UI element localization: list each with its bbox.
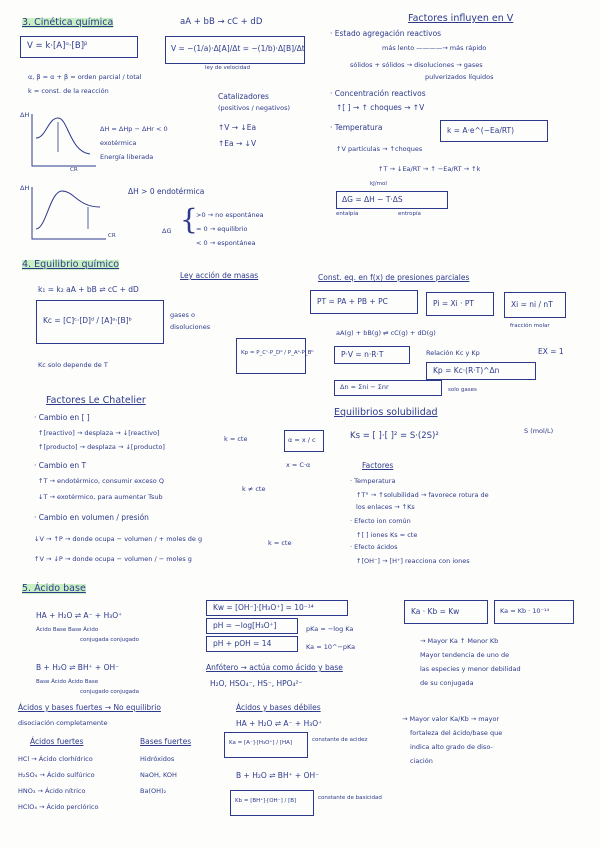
endothermic-diagram <box>28 185 108 243</box>
ka-box <box>224 732 308 758</box>
kp-expression: Kp = P_Cᶜ·P_Dᵈ / P_Aᵃ·P_Bᵇ <box>241 350 314 356</box>
strong-acid-item: HCl → Ácido clorhídrico <box>18 755 93 763</box>
section-3-title: 3. Cinética química <box>22 17 114 28</box>
solubility-common-ion-effect: ↑[ ] iones Ks = cte <box>356 531 418 539</box>
strong-bases-head: Bases fuertes <box>140 737 192 746</box>
factor-concentration: · Concentración reactivos <box>330 89 426 98</box>
ka-kb-2-box <box>494 600 574 624</box>
factor-temperature-chain: ↑T → ↓Ea/RT → ↑ −Ea/RT → ↑k <box>378 165 481 173</box>
solubility-acids-effect: ↑[OH⁻] → [H⁺] reacciona con iones <box>356 557 470 565</box>
rate-law-box <box>20 36 138 58</box>
enthalpy-label: entalpía <box>336 211 359 217</box>
strong-acid-item: HClO₄ → Ácido perclórico <box>18 803 99 811</box>
base-equation-labels-2: conjugado conjugada <box>80 689 139 695</box>
chatelier-product: ↑[producto] → desplaza → ↓[producto] <box>38 443 165 451</box>
kb-box <box>230 790 314 816</box>
chatelier-temp-down: ↓T → exotérmico, para aumentar Tsub <box>38 493 163 501</box>
factor-aggregation: · Estado agregación reactivos <box>330 29 442 38</box>
alpha-box <box>284 430 324 452</box>
chatelier-volume: · Cambio en volumen / presión <box>34 513 149 522</box>
ideal-gas-box <box>334 346 410 364</box>
molar-fraction-note: fracción molar <box>510 323 550 329</box>
factors-title: Factores influyen en V <box>408 13 514 24</box>
acid-equation-labels: Ácido Base Base Ácido <box>36 627 99 633</box>
kc-box <box>36 300 164 344</box>
stronger-note-3: las especies y menor debilidad <box>420 665 521 673</box>
strong-acids-bases-title: Ácidos y bases fuertes → No equilibrio <box>18 703 161 712</box>
equilibrium-reaction: k₁ = k₂ aA + bB ⇌ cC + dD <box>38 285 139 294</box>
exo-cr-label: CR <box>70 167 78 173</box>
ka-kb-equation: Ka · Kb = Kw <box>411 607 460 616</box>
endo-cr-label: CR <box>108 233 116 239</box>
solubility-common-ion: · Efecto ion común <box>350 517 411 525</box>
gas-reaction: aA(g) + bB(g) ⇌ cC(g) + dD(g) <box>336 329 436 337</box>
base-equation: B + H₂O ⇌ BH⁺ + OH⁻ <box>36 663 120 672</box>
molar-fraction: Xi = ni / nT <box>511 300 553 309</box>
strong-base-item: NaOH, KOH <box>140 771 177 779</box>
partial-pressure-title: Const. eq. en f(x) de presiones parciales <box>318 273 470 282</box>
catalysts-title: Catalizadores <box>218 92 269 101</box>
ka-power: Ka = 10^−pKa <box>306 643 356 651</box>
rate-definition-box <box>165 36 305 64</box>
catalysts-down: ↑Ea → ↓V <box>218 139 257 148</box>
ka-expression: Ka = [A⁻]·[H₃O⁺] / [HA] <box>229 740 293 746</box>
solubility-product: Ks = [ ]·[ ]² = S·(2S)² <box>350 431 439 441</box>
chatelier-concentration: · Cambio en [ ] <box>34 413 90 422</box>
stronger-note-2: Mayor tendencia de uno de <box>420 651 510 659</box>
chatelier-title: Factores Le Chatelier <box>46 395 146 406</box>
gibbs-negative: < 0 → espontánea <box>196 239 256 247</box>
weak-note-4: ciación <box>410 757 433 765</box>
kp-kc-equation: Kp = Kc·(R·T)^Δn <box>433 366 500 375</box>
strong-acid-item: H₂SO₄ → Ácido sulfúrico <box>18 771 95 779</box>
solubility-title: Equilibrios solubilidad <box>334 407 438 418</box>
exo-axis-label: ΔH <box>20 111 30 119</box>
stronger-note-4: de su conjugada <box>420 679 474 687</box>
weak-acid-equation: HA + H₂O ⇌ A⁻ + H₃O⁺ <box>236 719 323 728</box>
ka-note: constante de acidez <box>312 737 368 743</box>
rate-law-note: ley de velocidad <box>205 65 250 71</box>
factor-aggregation-sub: pulverizados líquidos <box>425 73 494 81</box>
amphoteric: Anfótero → actúa como ácido y base <box>206 663 343 672</box>
solubility-temp-effect: ↑T° → ↑solubilidad → favorece rotura de <box>356 491 489 499</box>
chatelier-volume-up: ↑V → ↓P → donde ocupa − volumen / − moles g <box>34 555 192 563</box>
chatelier-k-constant-2: k = cte <box>268 539 292 547</box>
chatelier-volume-down: ↓V → ↑P → donde ocupa − volumen / + moles de g <box>34 535 203 543</box>
exo-equation: ΔH = ΔHp − ΔHr < 0 <box>100 125 168 133</box>
factor-aggregation-order: sólidos + sólidos → disoluciones → gases <box>350 61 483 69</box>
catalysts-up: ↑V → ↓Ea <box>218 123 257 132</box>
ex-value: EX = 1 <box>538 347 564 356</box>
gibbs-positive: >0 → no espontánea <box>196 211 264 219</box>
solubility-acids: · Efecto ácidos <box>350 543 398 551</box>
ideal-gas-law: P·V = n·R·T <box>341 350 384 359</box>
strong-base-item: Hidróxidos <box>140 755 175 763</box>
ka-kb-box <box>404 600 488 624</box>
section-5-title: 5. Ácido base <box>22 583 86 594</box>
delta-n-note: solo gases <box>448 387 477 393</box>
total-pressure: PT = PA + PB + PC <box>317 297 388 306</box>
weak-acids-bases-title: Ácidos y bases débiles <box>236 703 321 712</box>
solubility-unit: S (mol/L) <box>524 427 554 435</box>
kb-expression: Kb = [BH⁺]·[OH⁻] / [B] <box>235 798 297 804</box>
acid-equation-labels-2: conjugada conjugado <box>80 637 139 643</box>
factor-temperature: · Temperatura <box>330 123 383 132</box>
kp-box <box>236 338 314 374</box>
exo-word: exotérmica <box>100 139 137 147</box>
reaction-equation: aA + bB → cC + dD <box>180 17 263 27</box>
strong-acid-item: HNO₃ → Ácido nítrico <box>18 787 86 795</box>
weak-note-1: → Mayor valor Ka/Kb → mayor <box>402 715 500 723</box>
arrhenius-box <box>440 120 548 142</box>
endo-axis-label: ΔH <box>20 184 30 192</box>
chatelier-k-variable: k ≠ cte <box>242 485 266 493</box>
exo-note: Energía liberada <box>100 153 154 161</box>
strong-base-item: Ba(OH)₂ <box>140 787 167 795</box>
gibbs-prefix: ΔG <box>162 227 172 235</box>
x-equation: x = C·α <box>286 461 311 469</box>
solubility-temp: · Temperatura <box>350 477 396 485</box>
chatelier-temp-up: ↑T → endotérmico, consumir exceso Q <box>38 477 164 485</box>
mass-action-law: Ley acción de masas <box>180 271 259 280</box>
arrhenius-equation: k = A·e^(−Ea/RT) <box>447 126 515 135</box>
acid-equation: HA + H₂O ⇌ A⁻ + H₃O⁺ <box>36 611 123 620</box>
chatelier-k-constant-1: k = cte <box>224 435 248 443</box>
strong-acids-head: Ácidos fuertes <box>30 737 84 746</box>
order-note: α, β = α + β = orden parcial / total <box>28 73 142 81</box>
k-note: k = const. de la reacción <box>28 87 109 95</box>
kc-expression: Kc = [C]ᶜ·[D]ᵈ / [A]ᵃ·[B]ᵇ <box>43 316 132 325</box>
kc-note-solutions: disoluciones <box>170 323 211 331</box>
kc-note-gases: gases o <box>170 311 195 319</box>
factor-temperature-effect: ↑V partículas → ↑choques <box>336 145 423 153</box>
gibbs-equation: ΔG = ΔH − T·ΔS <box>342 195 403 204</box>
factor-aggregation-scale: más lento ————→ más rápido <box>382 44 487 52</box>
chatelier-temperature: · Cambio en T <box>34 461 87 470</box>
weak-note-3: indica alto grado de diso- <box>410 743 493 751</box>
solubility-factors: Factores <box>362 461 394 470</box>
kj-unit: kJ/mol <box>370 181 387 187</box>
amphoteric-examples: H₂O, HSO₄⁻, HS⁻, HPO₄²⁻ <box>210 679 303 688</box>
ph-equation: pH = −log[H₃O⁺] <box>213 621 277 630</box>
section-4-title: 4. Equilibrio químico <box>22 259 120 270</box>
kw-equation: Kw = [OH⁻]·[H₃O⁺] = 10⁻¹⁴ <box>213 603 314 612</box>
ph-box <box>206 618 298 634</box>
ph-poh-box <box>206 636 298 652</box>
entropy-label: entropía <box>398 211 421 217</box>
rate-definition: V = −(1/a)·Δ[A]/Δt = −(1/b)·Δ[B]/Δt <box>171 44 305 53</box>
partial-pressure-box <box>426 292 494 316</box>
base-equation-labels: Base Ácido Ácido Base <box>36 679 99 685</box>
strong-dissociation: disociación completamente <box>18 719 108 727</box>
weak-base-equation: B + H₂O ⇌ BH⁺ + OH⁻ <box>236 771 320 780</box>
exothermic-diagram <box>28 112 98 170</box>
endo-equation: ΔH > 0 endotérmica <box>128 187 205 196</box>
delta-n-box <box>334 380 442 396</box>
gibbs-brace: { <box>180 203 198 236</box>
rate-law: V = k·[A]ᵅ·[B]ᵝ <box>27 41 88 51</box>
gibbs-box <box>336 191 448 209</box>
weak-note-2: fortaleza del ácido/base que <box>410 729 503 737</box>
kb-note: constante de basicidad <box>318 795 382 801</box>
alpha-equation: α = x / c <box>288 436 316 444</box>
ph-poh-equation: pH + pOH = 14 <box>213 639 272 648</box>
molar-fraction-box <box>504 292 566 318</box>
solubility-temp-effect-2: los enlaces → ↑Ks <box>356 503 415 511</box>
chatelier-reactive: ↑[reactivo] → desplaza → ↓[reactivo] <box>38 429 160 437</box>
ka-kb-equation-2: Ka = Kb · 10⁻¹⁴ <box>500 607 550 615</box>
factor-concentration-effect: ↑[ ] → ↑ choques → ↑V <box>336 103 425 112</box>
partial-pressure: Pi = Xi · PT <box>433 299 474 308</box>
total-pressure-box <box>310 290 418 314</box>
gibbs-zero: = 0 → equilibrio <box>196 225 248 233</box>
kc-kp-relation: Relación Kc y Kp <box>426 349 480 357</box>
catalysts-sub: (positivos / negativos) <box>218 104 291 112</box>
stronger-note-1: → Mayor Ka ↑ Menor Kb <box>420 637 499 645</box>
kc-temperature-note: Kc solo depende de T <box>38 361 108 369</box>
pka-equation: pKa = −log Ka <box>306 625 354 633</box>
kw-box <box>206 600 348 616</box>
delta-n-equation: Δn = Σni − Σnr <box>340 383 389 391</box>
kp-kc-box <box>426 362 536 380</box>
